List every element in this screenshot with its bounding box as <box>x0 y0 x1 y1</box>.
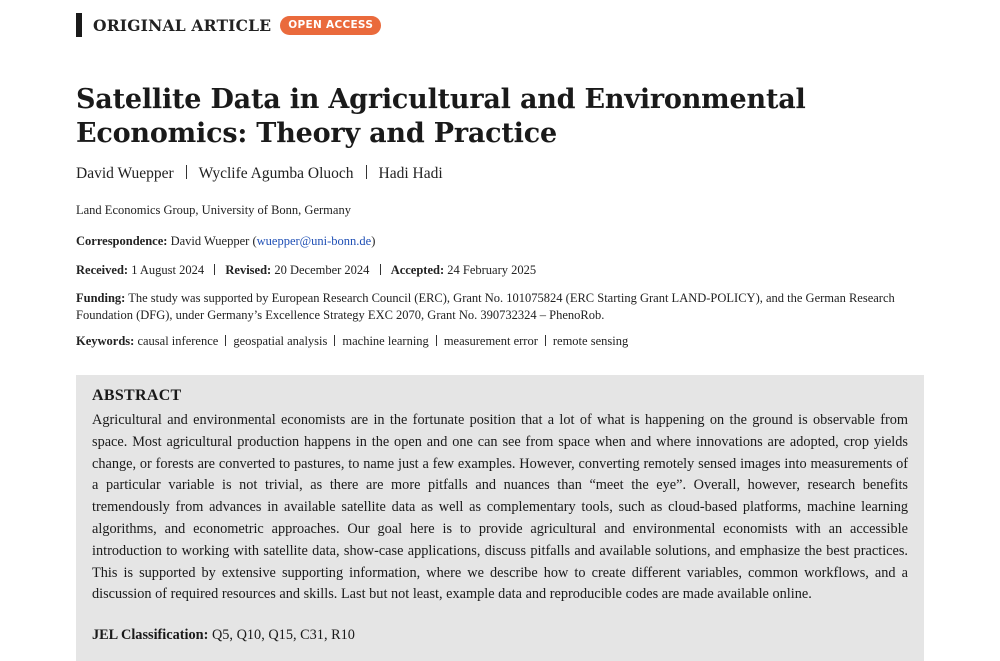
keywords <box>76 334 628 349</box>
author-list <box>76 165 443 183</box>
correspondence-name: David Wuepper <box>170 234 250 248</box>
received-label: Received: <box>76 263 129 277</box>
abstract-section <box>76 375 924 661</box>
jel-codes: Q5, Q10, Q15, C31, R10 <box>211 627 355 643</box>
keyword-item[interactable]: remote sensing <box>552 334 629 348</box>
author-separator <box>186 165 187 179</box>
funding-statement <box>76 290 928 324</box>
abstract-text: Agricultural and environmental economists are in the fortunate position that a lot of what is happening on the ground is observable from space. Most agricultural production happens in the open and one can see from space when and where innovations are adopted, crop yields change, or forests are converted to pastures, to name just a few examples. However, converting remotely sensed images into measurements of a particular variable is not trivial, as there are more pitfalls and nuances than “meet the eye”. Overall, however, research benefits tremendously from advances in available satellite data as well as complementary tools, such as cloud-based platforms, machine learning algorithms, and econometric approaches. Our goal here is to provide agricultural and environmental economists with an accessible introduction to working with satellite data, show-case applications, discuss pitfalls and available solutions, and emphasize the best practices. This is supported by extensive supporting information, where we describe how to create different variables, common workflows, and a discussion of required resources and skills. Last but not least, example data and reproducible codes are made available online. <box>92 412 908 603</box>
author-name[interactable]: Hadi Hadi <box>378 165 443 182</box>
revised-label: Revised: <box>225 263 272 277</box>
keyword-item[interactable]: measurement error <box>443 334 538 348</box>
correspondence-label: Correspondence: <box>76 234 168 248</box>
open-access-badge: OPEN ACCESS <box>280 16 381 35</box>
article-type-header <box>76 13 381 37</box>
affiliation: Land Economics Group, University of Bonn, Germany <box>76 203 351 217</box>
keyword-separator <box>545 335 546 346</box>
correspondence-open-paren: ( <box>252 234 257 248</box>
abstract-heading: ABSTRACT <box>92 387 182 404</box>
article-type-bar <box>76 13 82 37</box>
keyword-separator <box>225 335 226 346</box>
accepted-label: Accepted: <box>390 263 445 277</box>
author-separator <box>366 165 367 179</box>
funding-label: Funding: <box>76 291 126 305</box>
jel-label: JEL Classification: <box>92 627 209 643</box>
article-title: Satellite Data in Agricultural and Environmental Economics: Theory and Practice <box>76 84 806 149</box>
keywords-label: Keywords: <box>76 334 135 348</box>
keyword-item[interactable]: causal inference <box>137 334 219 348</box>
article-type-label: ORIGINAL ARTICLE <box>93 15 272 35</box>
funding-text: The study was supported by European Research Council (ERC), Grant No. 101075824 (ERC Starting Grant LAND-POLICY), and the German Research Foundation (DFG), under Germany’s Excellence Strategy EXC 2070, Grant No. 390732324 – PhenoRob. <box>76 291 895 322</box>
date-separator <box>380 264 381 275</box>
received-date: 1 August 2024 <box>131 263 205 277</box>
author-name[interactable]: David Wuepper <box>76 165 174 182</box>
keyword-item[interactable]: geospatial analysis <box>233 334 328 348</box>
author-name[interactable]: Wyclife Agumba Oluoch <box>198 165 354 182</box>
accepted-date: 24 February 2025 <box>447 263 537 277</box>
keyword-separator <box>436 335 437 346</box>
keyword-separator <box>334 335 335 346</box>
publication-dates <box>76 263 536 278</box>
correspondence-close-paren: ) <box>371 234 376 248</box>
correspondence <box>76 234 375 249</box>
correspondence-email-link[interactable]: wuepper@uni-bonn.de <box>256 234 372 248</box>
keyword-item[interactable]: machine learning <box>342 334 429 348</box>
date-separator <box>214 264 215 275</box>
jel-classification <box>92 627 355 644</box>
revised-date: 20 December 2024 <box>274 263 370 277</box>
